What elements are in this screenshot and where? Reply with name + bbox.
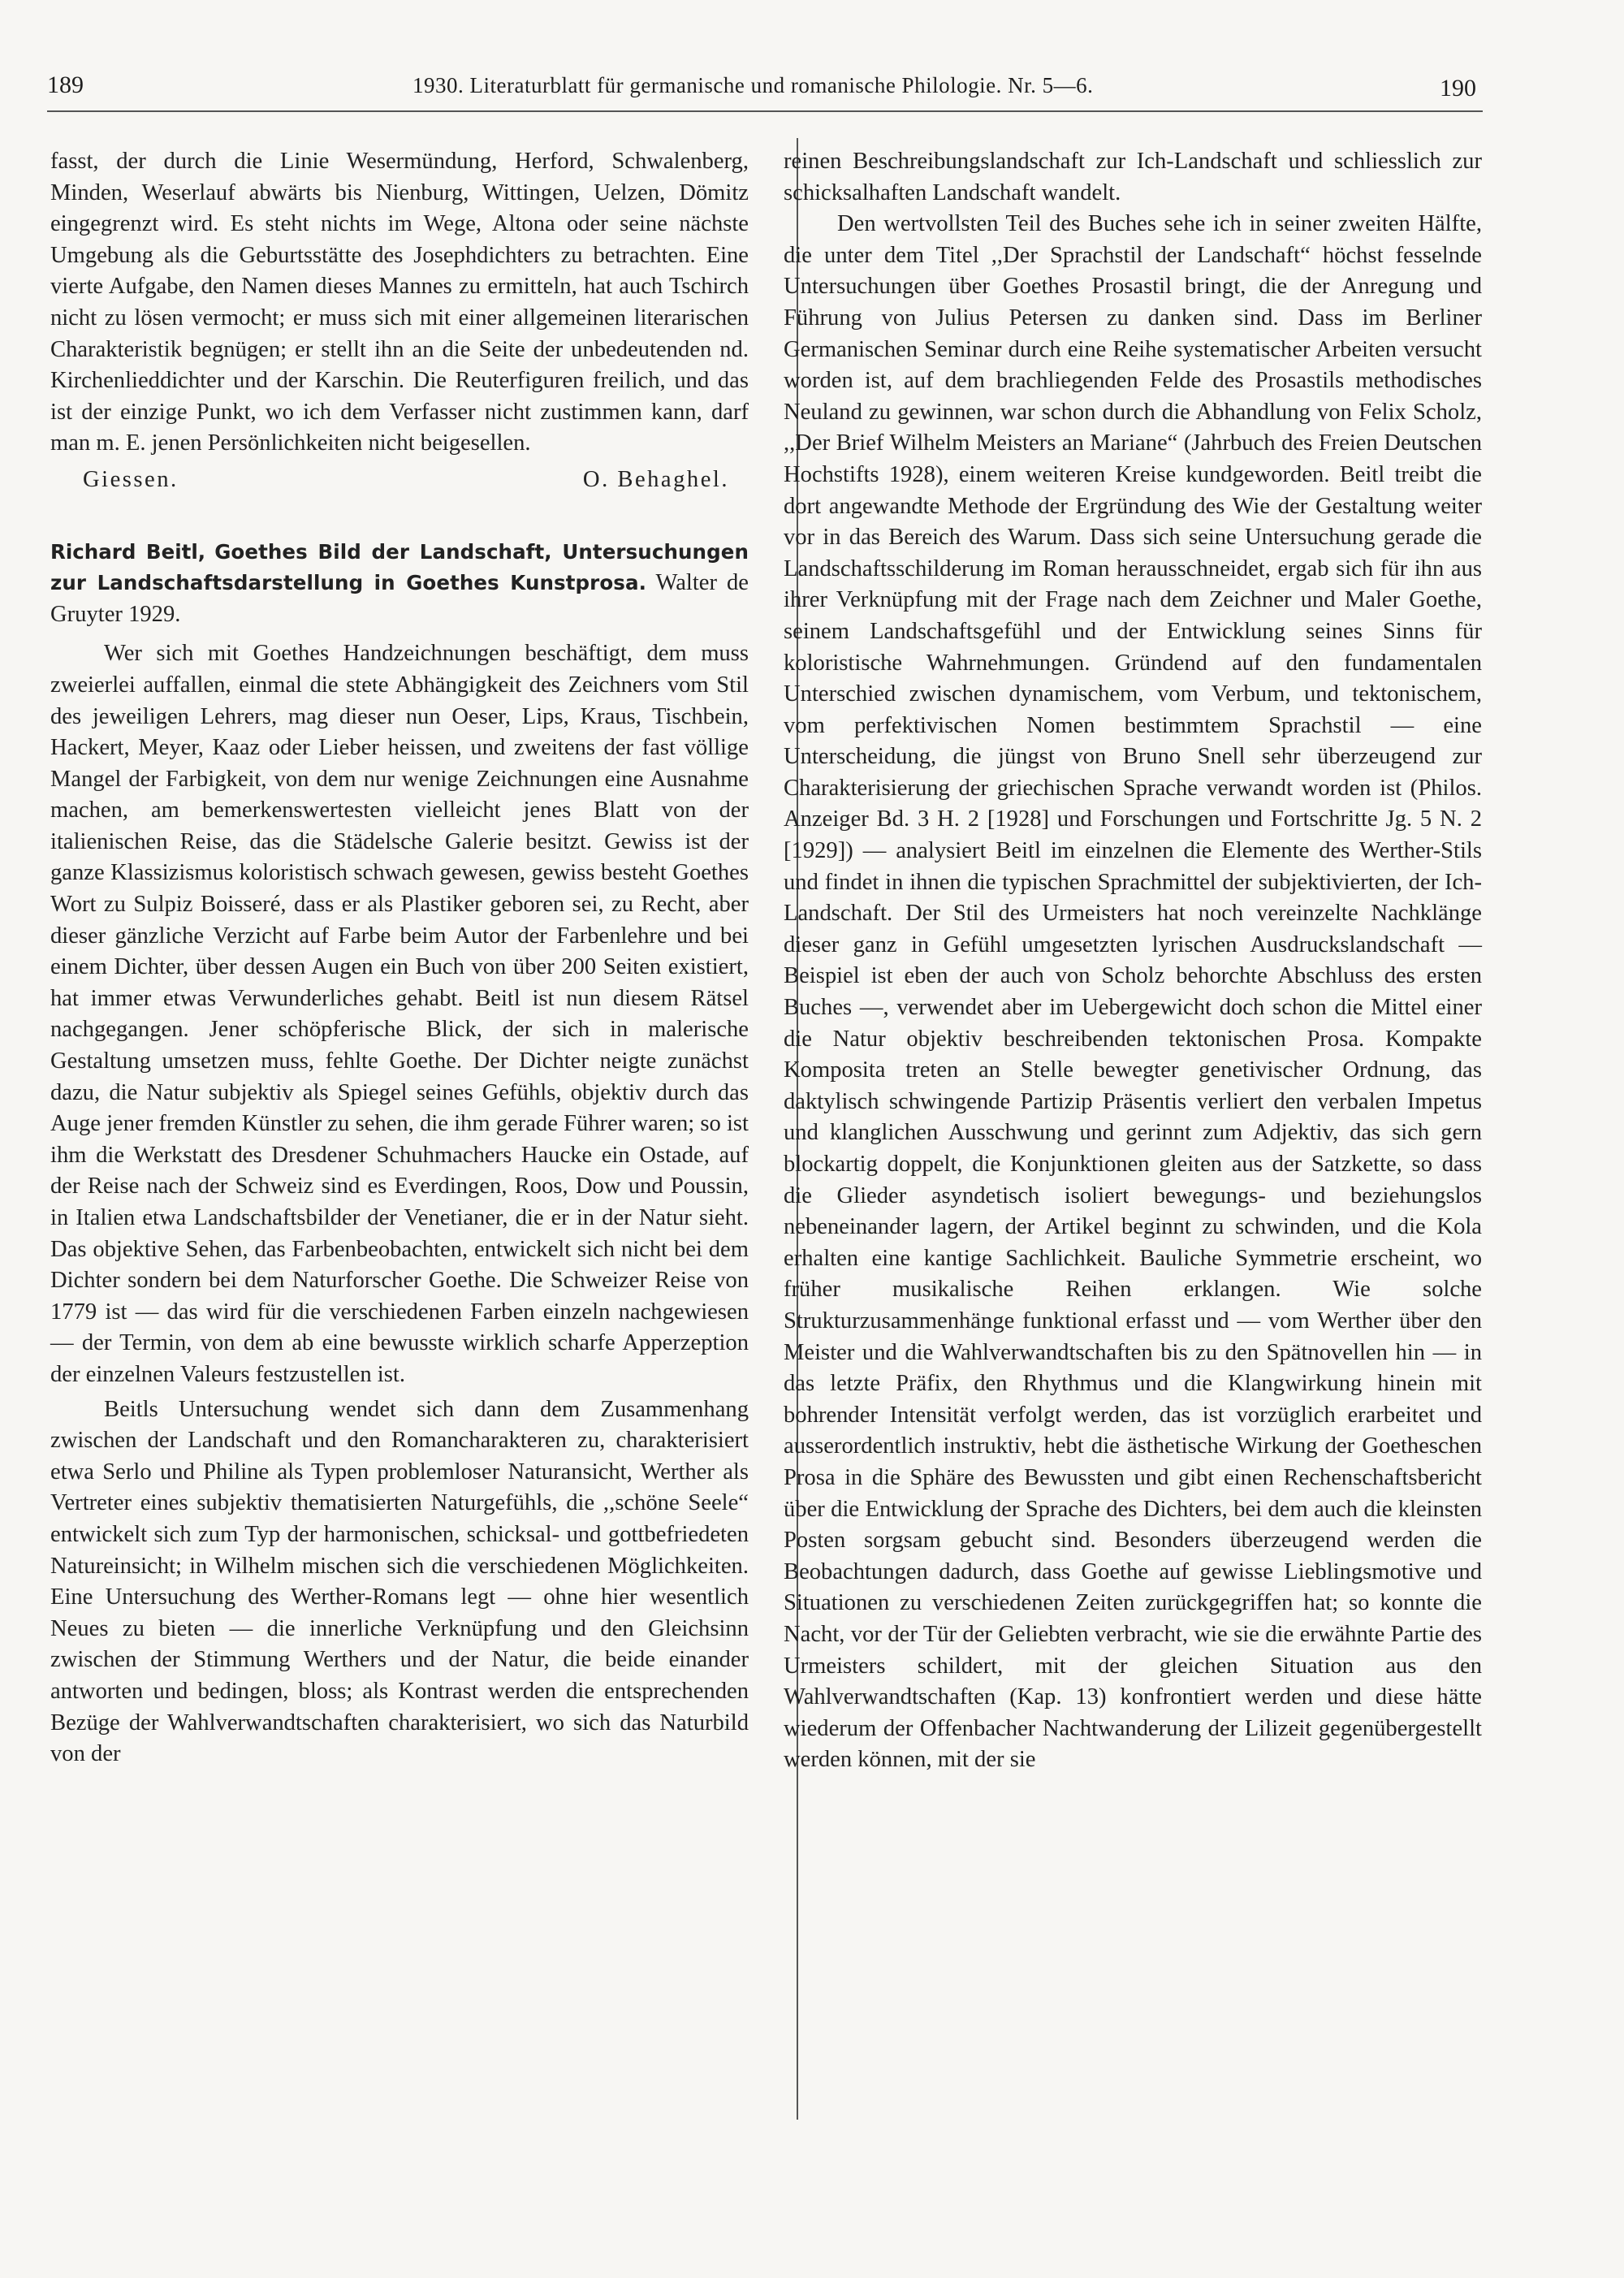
left-paragraph-2: Beitls Untersuchung wendet sich dann dem Zusammenhang zwischen der Landschaft und den Romancharakteren zu, charakterisiert etwa Serlo und Philine als Typen problemloser Naturansicht, Werther als Vertreter eines subjektiv thematisierten Naturgefühls, die ,,schöne Seele“ entwickelt sich zum Typ der harmonischen, schicksal- und gottbefriedeten Natureinsicht; in Wilhelm mischen sich die verschiedenen Möglichkeiten. Eine Untersuchung des Werther-Romans legt — ohne hier wesentlich Neues zu bieten — die innerliche Verknüpfung und den Gleichsinn zwischen der Stimmung Werthers und der Natur, die beide einander antworten und bedingen, bloss; als Kontrast werden die entsprechenden Bezüge der Wahlverwandtschaften charakterisiert, wo sich das Naturbild von der [50,1396,749,1767]
left-column [50,146,749,1770]
signature [50,465,749,496]
left-paragraph-1: Wer sich mit Goethes Handzeichnungen beschäftigt, dem muss zweierlei auffallen, einmal die stete Abhängigkeit des Zeichners vom Stil des jeweiligen Lehrers, mag dieser nun Oeser, Lips, Kraus, Tischbein, Hackert, Meyer, Kaaz oder Lieber heissen, und zweitens der fast völlige Mangel der Farbigkeit, von dem nur wenige Zeichnungen eine Ausnahme machen, am bemerkenswertesten vielleicht jenes Blatt von der italienischen Reise, das die Städelsche Galerie besitzt. Gewiss ist der ganze Klassizismus koloristisch schwach gewesen, gewiss besteht Goethes Wort zu Sulpiz Boisseré, dass er als Plastiker geboren sei, zu Recht, aber dieser gänzliche Verzicht auf Farbe beim Autor der Farbenlehre und bei einem Dichter, über dessen Augen ein Buch von über 200 Seiten existiert, hat immer etwas Verwunderliches gehabt. Beitl ist nun diesem Rätsel nachgegangen. Jener schöpferische Blick, der sich in malerische Gestaltung umsetzen muss, fehlte Goethe. Der Dichter neigte zunächst dazu, die Natur subjektiv als Spiegel seines Gefühls, objektiv durch das Auge jener fremden Künstler zu sehen, die ihm gerade Führer waren; so ist ihm die Werkstatt des Dresdener Schuhmachers Haucke ein Ostade, auf der Reise nach der Schweiz sind es Everdingen, Roos, Dow und Poussin, in Italien etwa Landschaftsbilder der Venetianer, die er in der Natur sieht. Das objektive Sehen, das Farbenbeobachten, entwickelt sich nicht bei dem Dichter sondern bei dem Naturforscher Goethe. Die Schweizer Reise von 1779 ist — das wird für die verschiedenen Farben einzeln nachgewiesen — der Termin, von dem ab eine bewusste wirklich scharfe Apperzeption der einzelnen Valeurs festzustellen ist. [50,641,749,1387]
right-column [784,146,1482,1776]
review-title: Goethes Bild der Landschaft, Untersuchungen zur Landschaftsdarstellung in Goethes Kunstprosa. [50,539,749,595]
right-paragraph-1: reinen Beschreibungslandschaft zur Ich-Landschaft und schliesslich zur schicksalhaften Landschaft wandelt. [784,149,1482,205]
review-body [50,638,749,1770]
signature-place: Giessen. [83,466,179,492]
header-rule [47,110,1483,112]
review-heading [50,537,749,631]
review-author: Richard Beitl, [50,539,206,564]
page-number-right: 190 [1440,75,1476,102]
review-publisher: Walter de Gruyter 1929. [50,570,749,627]
signature-name: O. Behaghel. [582,466,729,492]
page-number-left: 189 [47,71,84,98]
right-paragraph-2: Den wertvollsten Teil des Buches sehe ich in seiner zweiten Hälfte, die unter dem Titel ,,Der Sprachstil der Landschaft“ höchst fesselnde Untersuchungen über Goethes Prosastil bringt, die der Anregung und Führung von Julius Petersen zu danken sind. Dass im Berliner Germanischen Seminar durch eine Reihe systematischer Arbeiten versucht worden ist, auf dem brachliegenden Felde des Prosastils methodisches Neuland zu gewinnen, war schon durch die Abhandlung von Felix Scholz, ,,Der Brief Wilhelm Meisters an Mariane“ (Jahrbuch des Freien Deutschen Hochstifts 1928), einem weiteren Kreise kundgeworden. Beitl treibt die dort angewandte Methode der Ergründung des Wie der Gestaltung weiter vor in das Bereich des Warum. Dass sich seine Untersuchung gerade die Landschaftsschilderung im Roman herausschneidet, ergab sich für ihn aus ihrer Verknüpfung mit der Frage nach dem Zeichner und Maler Goethe, seinem Landschaftsgefühl und der Entwicklung seines Sinns für koloristische Wahrnehmungen. Gründend auf den fundamentalen Unterschied zwischen dynamischem, vom Verbum, und tektonischem, vom perfektivischen Nomen bestimmtem Sprachstil — eine Unterscheidung, die jüngst von Bruno Snell sehr überzeugend zur Charakterisierung der griechischen Sprache verwandt worden ist (Philos. Anzeiger Bd. 3 H. 2 [1928] und Forschungen und Fortschritte Jg. 5 N. 2 [1929]) — analysiert Beitl im einzelnen die Elemente des Werther-Stils und findet in ihnen die typischen Sprachmittel der subjektivierten, der Ich-Landschaft. Der Stil des Urmeisters hat noch vereinzelte Nachklänge dieser ganz in Gefühl umgesetzten lyrischen Ausdruckslandschaft — Beispiel ist eben der auch von Scholz behorchte Abschluss des ersten Buches —, verwendet aber im Uebergewicht doch schon die Mittel einer die Natur objektiv beschreibenden tektonischen Prosa. Kompakte Komposita treten an Stelle bewegter genetivischer Ordnung, das daktylisch schwingende Partizip Präsentis verliert den verbalen Impetus und klanglichen Ausschwung und gerinnt zum Adjektiv, das sich gern blockartig doppelt, die Konjunktionen gleiten aus der Satzkette, so dass die Glieder asyndetisch isoliert bewegungs- und beziehungslos nebeneinander lagern, der Artikel beginnt zu schwinden, und die Kola erhalten eine kantige Sachlichkeit. Bauliche Symmetrie erscheint, wo früher musikalische Reihen erklangen. Wie solche Strukturzusammenhänge funktional erfasst und — vom Werther über den Meister und die Wahlverwandtschaften bis zu den Spätnovellen hin — in das letzte Präfix, den Rhythmus und die Klangwirkung hinein mit bohrender Intensität verfolgt werden, das ist vorzüglich erarbeitet und ausserordentlich instruktiv, hebt die ästhetische Wirkung der Goetheschen Prosa in die Sphäre des Bewussten und gibt einen Rechenschaftsbericht über die Entwicklung der Sprache des Dichters, bei dem auch die kleinsten Posten sorgsam gebucht sind. Besonders überzeugend werden die Beobachtungen dadurch, dass Goethe auf gewisse Lieblingsmotive und Situationen zu verschiedenen Zeiten zurückgegriffen hat; so konnte die Nacht, vor der Tür der Geliebten verbracht, wie sie die erwähnte Partie des Urmeisters schildert, mit der gleichen Situation aus den Wahlverwandtschaften (Kap. 13) konfrontiert werden und diese hätte wiederum der Offenbacher Nachtwanderung der Lilizeit gegenübergestellt werden können, mit der sie [784,211,1482,1773]
running-title: 1930. Literaturblatt für germanische und romanische Philologie. Nr. 5—6. [412,73,1094,97]
page-header [47,71,1476,112]
intro-paragraph: fasst, der durch die Linie Wesermündung, Herford, Schwalenberg, Minden, Weserlauf abwärts bis Nienburg, Wittingen, Uelzen, Dömitz eingegrenzt wird. Es steht nichts im Wege, Altona oder seine nächste Umgebung als die Geburtsstätte des Josephdichters zu betrachten. Eine vierte Aufgabe, den Namen dieses Mannes zu ermitteln, hat auch Tschirch nicht zu lösen vermocht; er muss sich mit einer allgemeinen literarischen Charakteristik begnügen; er stellt ihn an die Seite der unbedeutenden nd. Kirchenlieddichter und der Karschin. Die Reuterfiguren freilich, und das ist der einzige Punkt, wo ich dem Verfasser nicht zustimmen kann, darf man m. E. jenen Persönlichkeiten nicht beigesellen. [50,149,749,456]
